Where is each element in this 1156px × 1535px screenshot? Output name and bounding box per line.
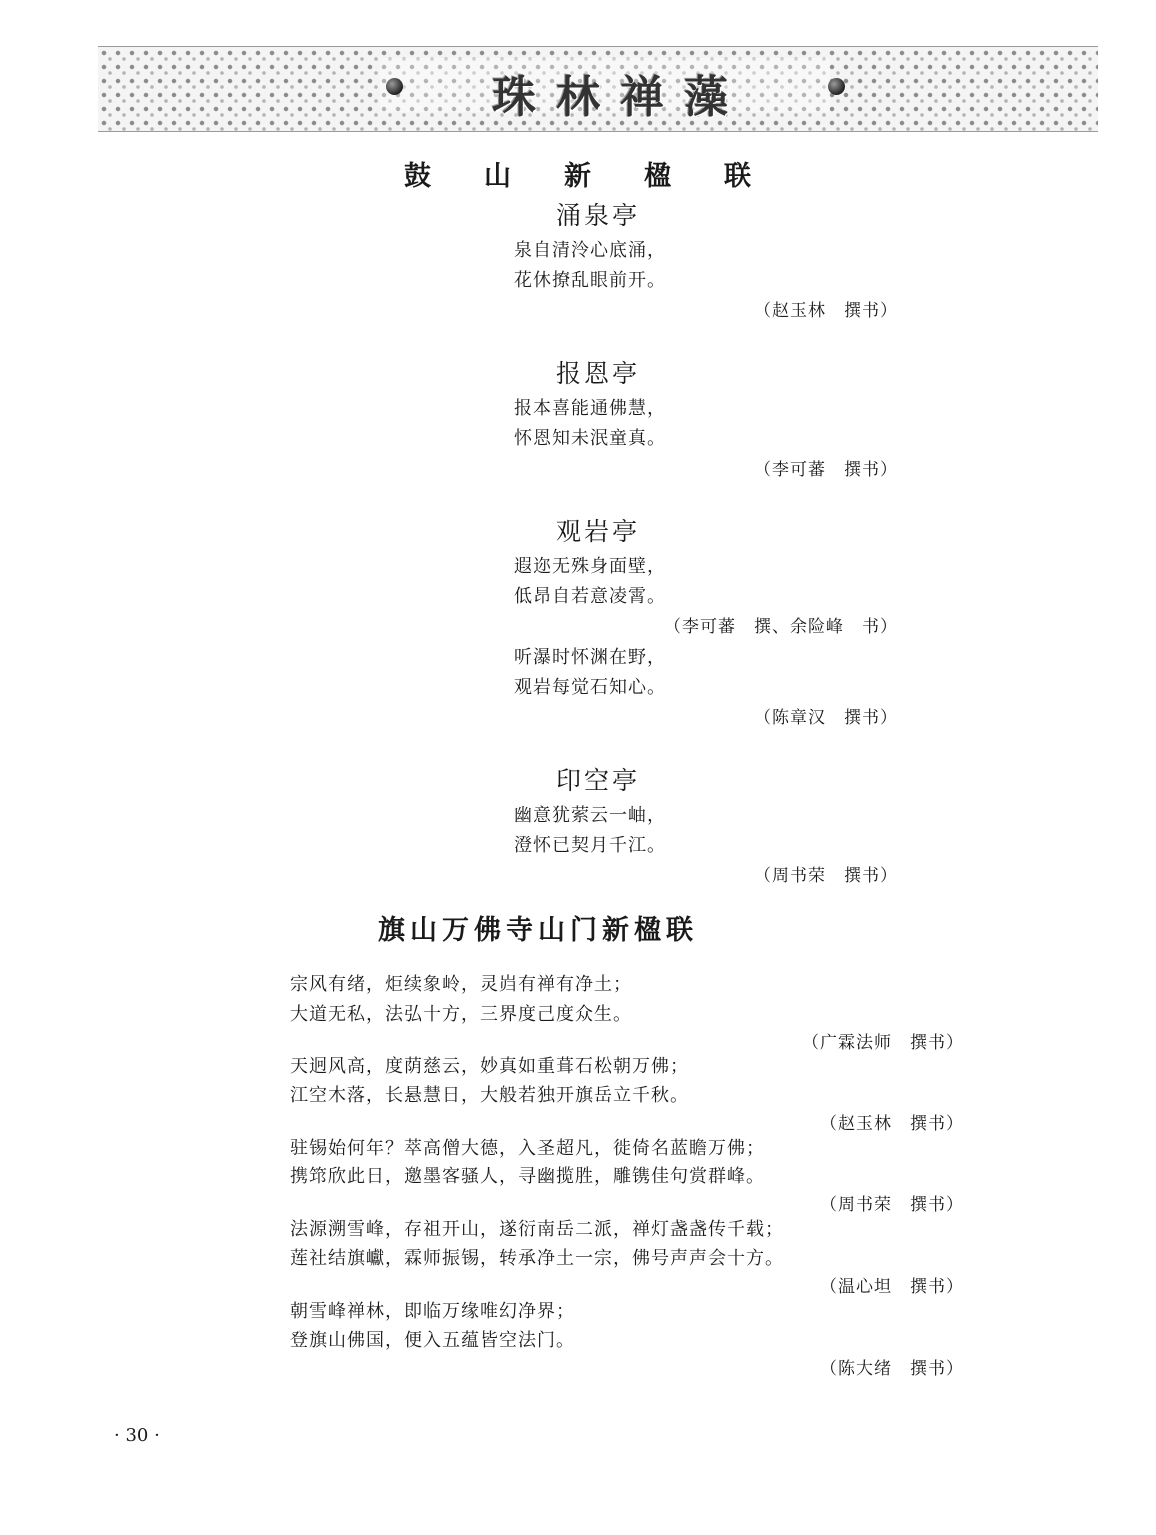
attribution: （周书荣 撰书） bbox=[754, 866, 898, 886]
bullet-dot-icon bbox=[828, 78, 845, 95]
attribution: （陈章汉 撰书） bbox=[754, 708, 898, 728]
couplet-line: 澄怀已契月千江。 bbox=[514, 835, 666, 856]
couplet-line: 听瀑时怀渊在野， bbox=[514, 647, 666, 668]
couplet-line: 江空木落，长悬慧日，大般若独开旗岳立千秋。 bbox=[290, 1085, 689, 1106]
bullet-dot-icon bbox=[386, 78, 403, 95]
section-title: 鼓山新楹联 bbox=[404, 161, 804, 192]
couplet-line: 幽意犹萦云一岫， bbox=[514, 805, 666, 826]
couplet-line: 莲社结旗巘，霖师振锡，转承净土一宗，佛号声声会十方。 bbox=[290, 1248, 784, 1269]
attribution: （陈大绪 撰书） bbox=[820, 1359, 964, 1379]
couplet-line: 登旗山佛国，便入五蕴皆空法门。 bbox=[290, 1330, 575, 1351]
couplet-line: 低昂自若意凌霄。 bbox=[514, 586, 666, 607]
couplet-line: 报本喜能通佛慧， bbox=[514, 398, 666, 419]
couplet-line: 泉自清泠心底涌， bbox=[514, 240, 666, 261]
attribution: （赵玉林 撰书） bbox=[754, 301, 898, 321]
banner-title: 珠林禅藻 bbox=[492, 72, 748, 123]
couplet-line: 法源溯雪峰，存祖开山，遂衍南岳二派，禅灯盏盏传千载； bbox=[290, 1219, 784, 1240]
couplet-line: 驻锡始何年？萃高僧大德，入圣超凡，徙倚名蓝瞻万佛； bbox=[290, 1138, 765, 1159]
couplet-line: 怀恩知未泯童真。 bbox=[514, 428, 666, 449]
page-number: · 30 · bbox=[114, 1425, 160, 1446]
couplet-line: 宗风有绪，炬续象岭，灵岿有禅有净土； bbox=[290, 974, 632, 995]
pavilion-name: 观岩亭 bbox=[556, 517, 641, 546]
pavilion-name: 报恩亭 bbox=[556, 359, 641, 388]
couplet-line: 大道无私，法弘十方，三界度己度众生。 bbox=[290, 1004, 632, 1025]
attribution: （赵玉林 撰书） bbox=[820, 1114, 964, 1134]
couplet-line: 花休撩乱眼前开。 bbox=[514, 270, 666, 291]
attribution: （温心坦 撰书） bbox=[820, 1277, 964, 1297]
attribution: （周书荣 撰书） bbox=[820, 1195, 964, 1215]
pavilion-name: 印空亭 bbox=[556, 766, 641, 795]
attribution: （广霖法师 撰书） bbox=[802, 1033, 964, 1053]
couplet-line: 观岩每觉石知心。 bbox=[514, 677, 666, 698]
attribution: （李可蕃 撰、余险峰 书） bbox=[664, 617, 898, 637]
couplet-line: 携筇欣此日，邀墨客骚人，寻幽揽胜，雕镌佳句赏群峰。 bbox=[290, 1166, 765, 1187]
couplet-line: 遐迩无殊身面壁， bbox=[514, 556, 666, 577]
attribution: （李可蕃 撰书） bbox=[754, 460, 898, 480]
section-title: 旗山万佛寺山门新楹联 bbox=[378, 915, 698, 946]
couplet-line: 天迥风高，度荫慈云，妙真如重葺石松朝万佛； bbox=[290, 1056, 689, 1077]
couplet-line: 朝雪峰禅林，即临万缘唯幻净界； bbox=[290, 1301, 575, 1322]
pavilion-name: 涌泉亭 bbox=[556, 201, 641, 230]
